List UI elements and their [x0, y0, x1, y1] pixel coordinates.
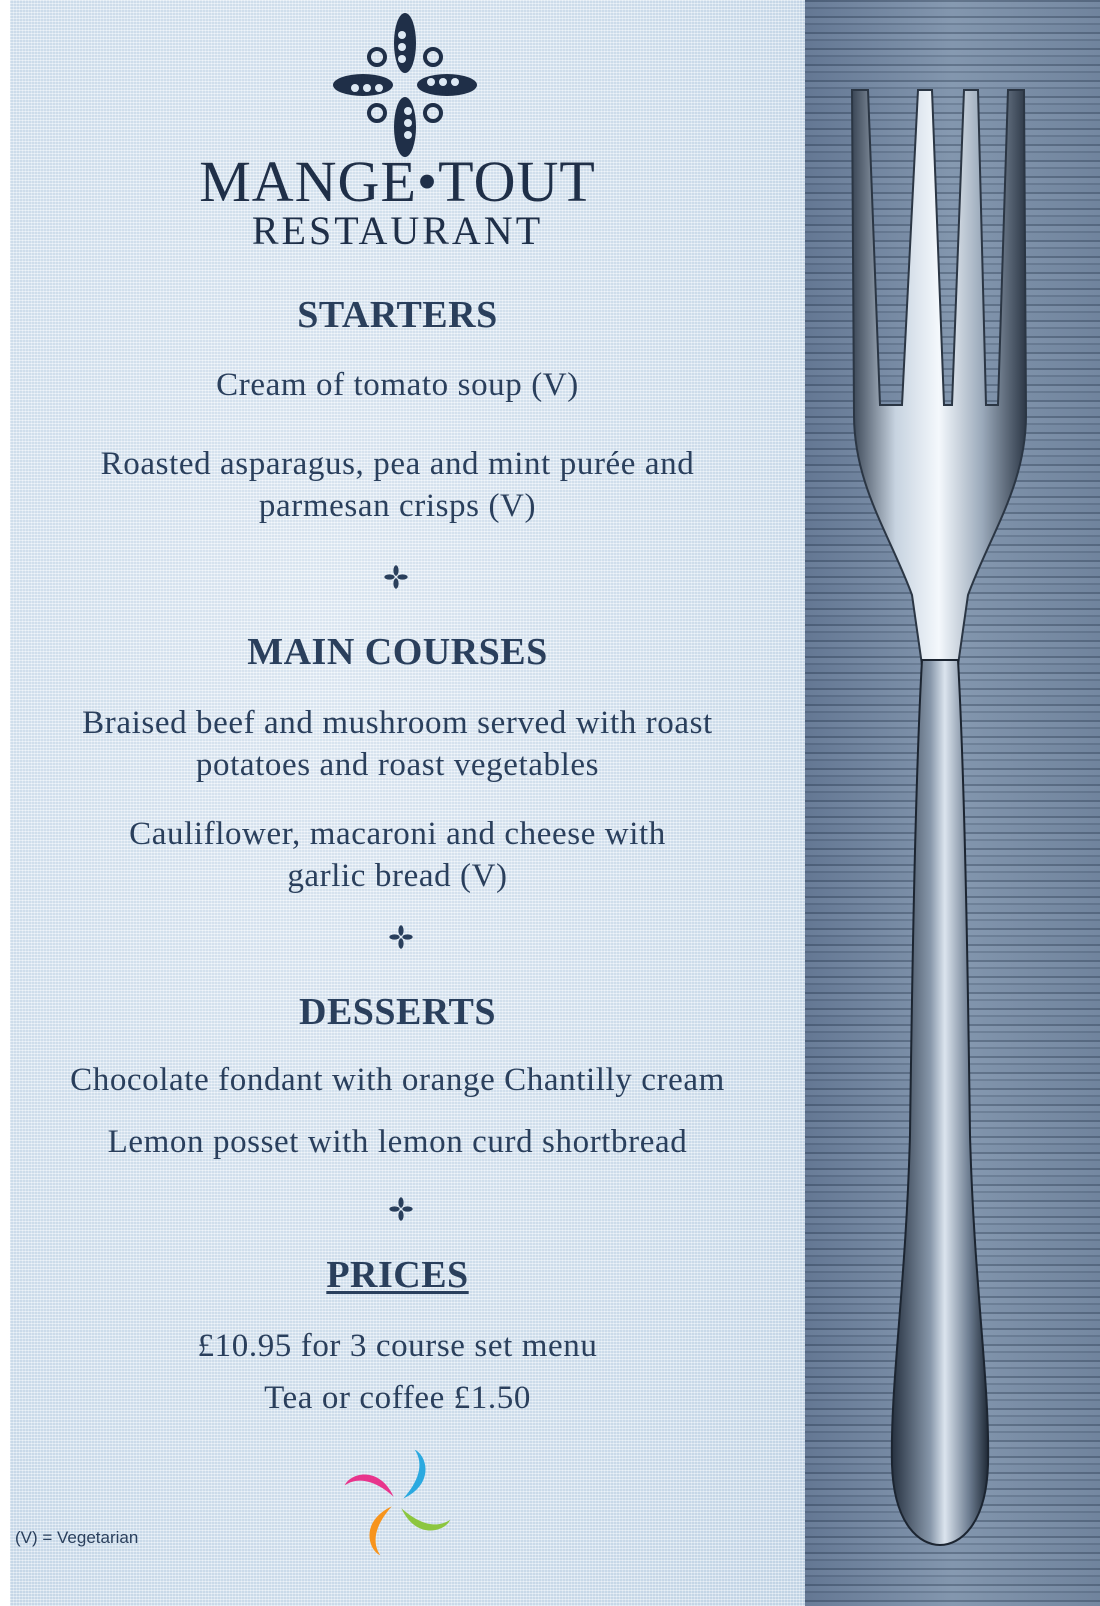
desserts-heading: DESSERTS	[299, 991, 496, 1033]
flourish-divider-icon	[388, 924, 414, 950]
restaurant-subtitle: RESTAURANT	[251, 208, 544, 253]
pea-pod-pinwheel-icon	[330, 10, 480, 160]
flourish-divider-icon	[388, 1196, 414, 1222]
menu-item: Cauliflower, macaroni and cheese with garlic bread (V)	[129, 816, 666, 894]
vegetarian-footnote: (V) = Vegetarian	[15, 1528, 139, 1547]
price-item: Tea or coffee £1.50	[264, 1380, 531, 1416]
menu-item: Braised beef and mushroom served with roast potatoes and roast vegetables	[82, 705, 713, 783]
prices-heading: PRICES	[326, 1254, 469, 1296]
fork-icon	[840, 85, 1040, 1555]
price-item: £10.95 for 3 course set menu	[197, 1328, 598, 1364]
colorful-pinwheel-logo-icon	[340, 1445, 455, 1560]
flourish-divider-icon	[383, 564, 409, 590]
starters-heading: STARTERS	[297, 294, 498, 336]
restaurant-name: MANGE•TOUT	[199, 149, 596, 214]
menu-item: Roasted asparagus, pea and mint purée and parmesan crisps (V)	[100, 446, 695, 524]
menu-item: Cream of tomato soup (V)	[216, 367, 579, 403]
menu-item: Lemon posset with lemon curd shortbread	[107, 1124, 688, 1160]
main-courses-heading: MAIN COURSES	[247, 631, 548, 673]
menu-item: Chocolate fondant with orange Chantilly cream	[70, 1062, 725, 1098]
